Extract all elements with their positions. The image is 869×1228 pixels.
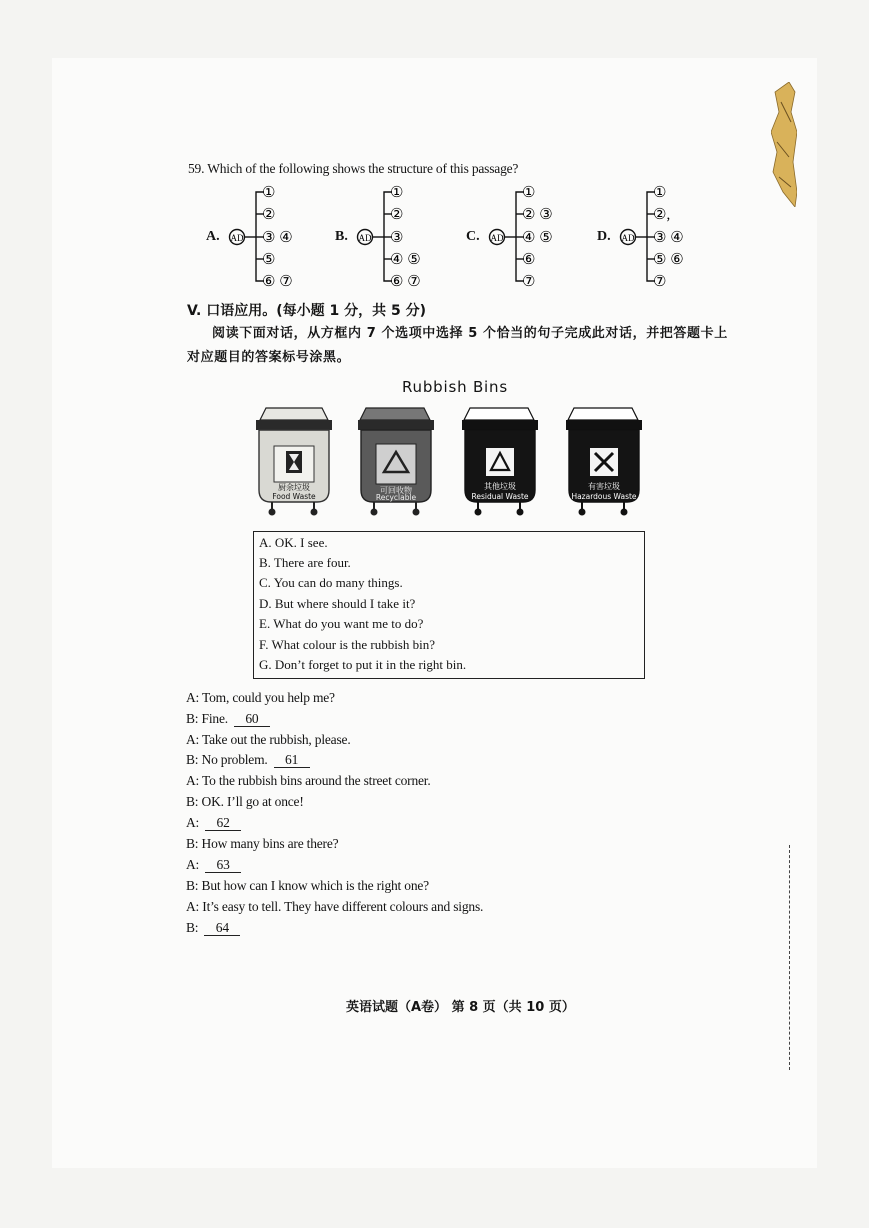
bin-label-en: Recyclable xyxy=(375,493,417,502)
page-footer: 英语试题（A卷） 第 8 页（共 10 页） xyxy=(346,1000,575,1015)
rubbish-bins-illustration xyxy=(250,404,650,520)
root-label: AD xyxy=(621,233,635,243)
answer-blank-62[interactable]: 62 xyxy=(205,816,241,831)
tree-node: ② ③ xyxy=(522,207,553,223)
option-c-label: C. xyxy=(466,229,480,244)
tree-node: ⑦ xyxy=(653,274,667,290)
bin-label-cn: 其他垃圾 xyxy=(484,482,516,491)
root-label: AD xyxy=(490,233,504,243)
tree-node: ② xyxy=(262,207,276,223)
choice-g: G. Don’t forget to put it in the right bin. xyxy=(259,657,467,672)
bin-label-cn: 厨余垃圾 xyxy=(278,483,310,492)
dialogue-line: A: Take out the rubbish, please. xyxy=(186,732,351,747)
option-d-label: D. xyxy=(597,229,611,244)
answer-blank-61[interactable]: 61 xyxy=(274,753,310,768)
answer-blank-63[interactable]: 63 xyxy=(205,858,241,873)
root-label: AD xyxy=(358,233,372,243)
option-d-tree xyxy=(619,183,729,293)
dialogue-line: A: To the rubbish bins around the street corner. xyxy=(186,773,431,788)
tree-node: ② xyxy=(390,207,404,223)
choice-a: A. OK. I see. xyxy=(259,535,328,550)
tree-node: ④ ⑤ xyxy=(522,230,553,246)
choice-e: E. What do you want me to do? xyxy=(259,616,424,631)
dialogue-line: B: 64 xyxy=(186,920,240,936)
section-heading: V. 口语应用。(每小题 1 分，共 5 分) xyxy=(187,303,426,319)
tree-node: ③ ④ xyxy=(262,230,293,246)
answer-blank-60[interactable]: 60 xyxy=(234,712,270,727)
tree-node: ③ ④ xyxy=(653,230,684,246)
recyclable-bin xyxy=(358,408,434,516)
dialogue-line: B: Fine. 60 xyxy=(186,711,270,727)
dialogue-line: B: But how can I know which is the right one? xyxy=(186,878,429,893)
hazardous-waste-bin xyxy=(566,408,642,516)
bin-label-cn: 有害垃圾 xyxy=(588,482,620,491)
tree-node: ②, xyxy=(653,207,671,223)
paper-scrap-decoration xyxy=(771,82,797,207)
answer-blank-64[interactable]: 64 xyxy=(204,921,240,936)
bin-label-en: Hazardous Waste xyxy=(571,492,637,501)
option-b-tree xyxy=(356,183,466,293)
root-label: AD xyxy=(230,233,244,243)
dialogue-line: A: 63 xyxy=(186,857,241,873)
tree-node: ① xyxy=(522,185,536,201)
instruction-line-2: 对应题目的答案标号涂黑。 xyxy=(187,350,351,365)
instruction-line-1: 阅读下面对话，从方框内 7 个选项中选择 5 个恰当的句子完成此对话，并把答题卡上 xyxy=(212,326,728,341)
choice-d: D. But where should I take it? xyxy=(259,596,416,611)
tree-node: ⑥ ⑦ xyxy=(390,274,421,290)
dialogue-line: A: Tom, could you help me? xyxy=(186,690,335,705)
tree-node: ④ ⑤ xyxy=(390,252,421,268)
dialogue-line: B: OK. I’ll go at once! xyxy=(186,794,304,809)
bin-label-en: Food Waste xyxy=(272,492,316,501)
food-waste-bin xyxy=(256,408,332,516)
dialogue-line: A: 62 xyxy=(186,815,241,831)
tree-node: ⑥ xyxy=(522,252,536,268)
bins-title: Rubbish Bins xyxy=(402,378,508,396)
residual-waste-bin xyxy=(462,408,538,516)
tree-node: ⑤ xyxy=(262,252,276,268)
choice-f: F. What colour is the rubbish bin? xyxy=(259,637,436,652)
choice-b: B. There are four. xyxy=(259,555,351,570)
choice-c: C. You can do many things. xyxy=(259,575,403,590)
tree-node: ⑦ xyxy=(522,274,536,290)
bin-label-cn: 可回收物 xyxy=(380,486,412,495)
tree-node: ① xyxy=(653,185,667,201)
option-b-label: B. xyxy=(335,229,348,244)
dialogue-line: B: No problem. 61 xyxy=(186,752,310,768)
tree-node: ③ xyxy=(390,230,404,246)
option-a-tree xyxy=(228,183,338,293)
option-c-tree xyxy=(488,183,598,293)
tree-node: ⑤ ⑥ xyxy=(653,252,684,268)
bin-label-en: Residual Waste xyxy=(471,492,529,501)
dialogue-line: B: How many bins are there? xyxy=(186,836,339,851)
dialogue-line: A: It’s easy to tell. They have different colours and signs. xyxy=(186,899,484,914)
tree-node: ① xyxy=(262,185,276,201)
tree-node: ⑥ ⑦ xyxy=(262,274,293,290)
margin-cut-line xyxy=(789,845,790,1070)
tree-node: ① xyxy=(390,185,404,201)
hourglass-icon xyxy=(286,451,302,473)
choices-box xyxy=(253,531,645,679)
option-a-label: A. xyxy=(206,229,220,244)
question-59-text: 59. Which of the following shows the structure of this passage? xyxy=(188,161,519,176)
